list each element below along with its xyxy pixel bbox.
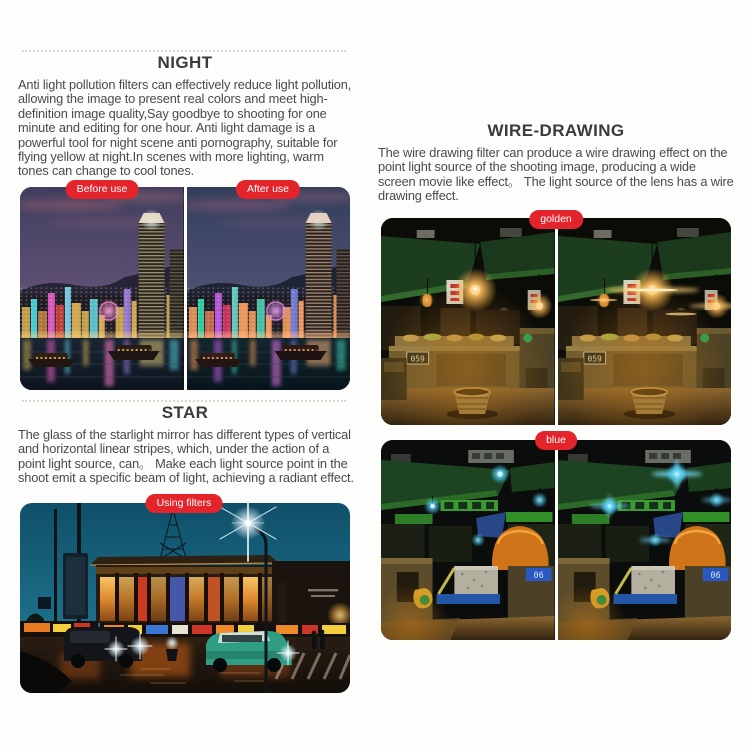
blue-before-photo: [381, 440, 555, 640]
night-before-photo: [20, 187, 184, 390]
star-section-title: STAR: [161, 403, 209, 422]
star-section-description: The glass of the starlight mirror has different types of vertical and horizontal linear stripes, which, under the action of a point light source, can。 Make each light source point in the shoot emit a specific beam of light, achieving a radiant effect.: [18, 427, 354, 486]
night-section-description: Anti light pollution filters can effectively reduce light pollution, allowing the image to present real colors and meet high-definition image quality,Say goodbye to shooting for one minute and editing for one hour. Anti light damage is a powerful tool for night scene anti pornography, suitable for flying yellow at night.In scenes with more lighting, warm tones can change to cool tones.: [18, 77, 352, 179]
night-before-after-photo: [20, 187, 350, 390]
star-street-photo: [20, 503, 350, 693]
after-use-badge: After use: [236, 180, 300, 199]
wire-drawing-section-description: The wire drawing filter can produce a wire drawing effect on the point light source of the shooting image, producing a wide screen movie like effect。 The light source of the lens has a wire drawing effect.: [378, 145, 734, 204]
section-divider-star: [22, 400, 346, 402]
blue-after-photo: [558, 440, 732, 640]
blue-wire-drawing-photo: [381, 440, 731, 640]
golden-after-photo: [558, 218, 732, 425]
wire-drawing-section-title: WIRE-DRAWING: [487, 121, 625, 140]
star-effect-photo: [20, 503, 350, 693]
section-divider-top: [22, 50, 346, 52]
before-use-badge: Before use: [66, 180, 139, 199]
golden-badge: golden: [529, 210, 583, 229]
blue-badge: blue: [535, 431, 577, 450]
using-filters-badge: Using filters: [146, 494, 223, 513]
night-after-photo: [187, 187, 351, 390]
night-section-title: NIGHT: [157, 53, 213, 72]
golden-wire-drawing-photo: [381, 218, 731, 425]
golden-before-photo: [381, 218, 555, 425]
